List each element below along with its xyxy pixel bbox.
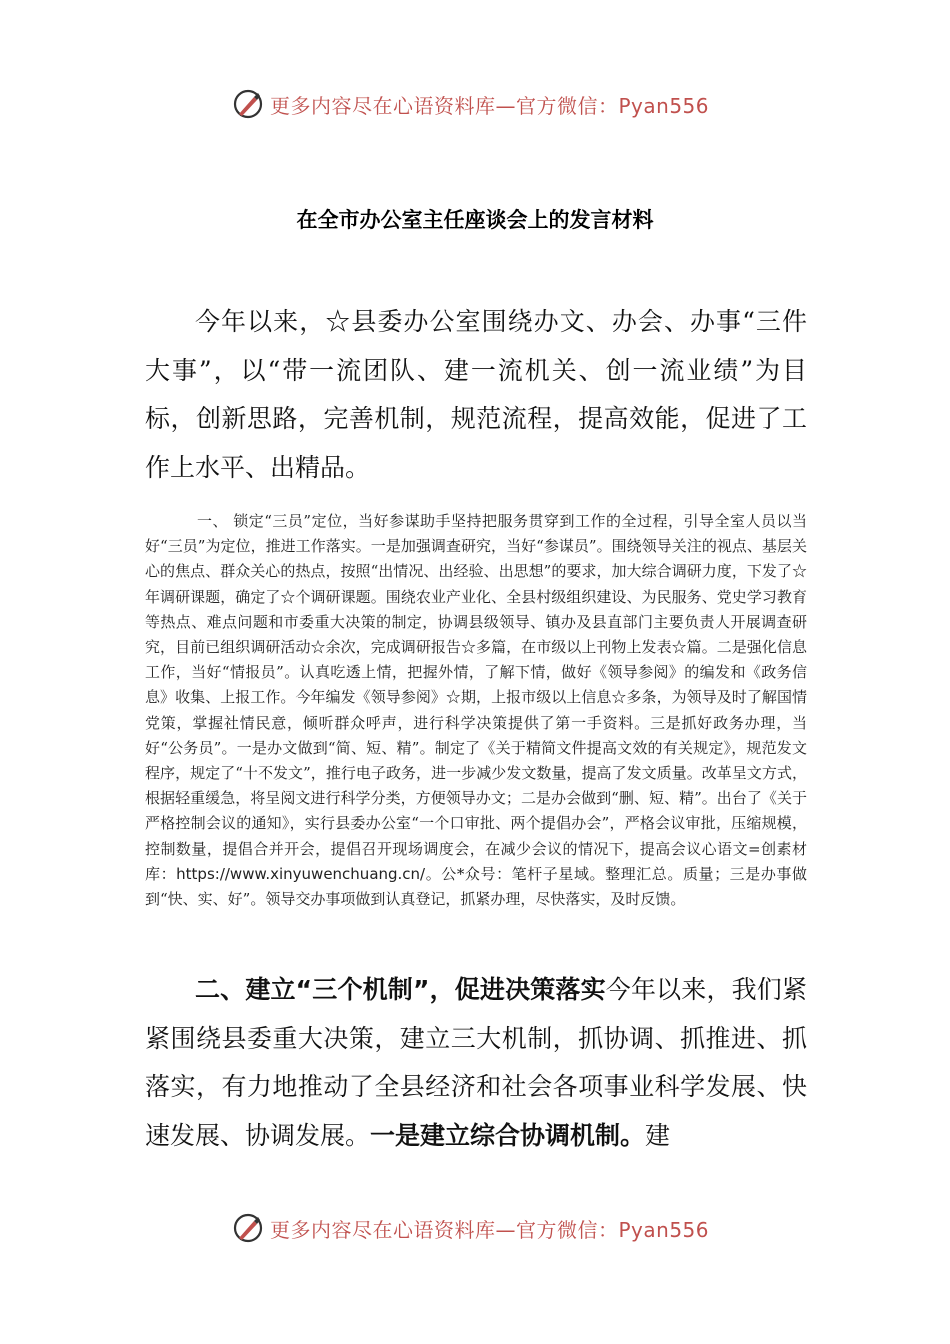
section-1-text-part1: 一、 锁定“三员”定位，当好参谋助手坚持把服务贯穿到工作的全过程，引导全室人员以当好“三员”为定位，推进工作落实。一是加强调查研究，当好“参谋员”。围绕领导关注的视点、基层关心的焦点、群众关心的热点，按照“出情况、出经验、出思想”的要求，加大综合调研力度，下发了☆年调研课题，确定了☆个调研课题。围绕农业产业化、全县村级组织建设、为民服务、党史学习教育等热点、难点问题和市委重大决策的制定，协调县级领导、镇办及县直部门主要负责人开展调查研究，目前已组织调研活动☆余次，完成调研报告☆多篇，在市级以上刊物上发表☆篇。二是强化信息工作，当好“情报员”。认真吃透上情，把握外情，了解下情，做好《领导参阅》的编发和《政务信息》收集、上报工作。今年编发《领导参阅》☆期，上报市级以上信息☆多条，为领导及时了解国情党策，掌握社情民意，倾听群众呼声，进行科学决策提供了第一手资料。三是抓好政务办理，当好“公务员”。一是办文做到“简、短、精”。制定了《关于精简文件提高文效的有关规定》，规范发文程序，规定了“十不发文”，推行电子政务，进一步减少发文数量，提高了发文质量。改革呈文方式，根据轻重缓急，将呈阅文进行科学分类，方便领导办文；二是办会做到“删、短、精”。出台了《关于严格控制会议的通知》，实行县委办公室“一个口审批、两个提倡办会”，严格会议审批，压缩规模，控制数量，提倡合并开会，提倡召开现场调度会，在减少会议的情况下，提高会议心语文=创素材库：	[145, 512, 807, 883]
document-title: 在全市办公室主任座谈会上的发言材料	[296, 208, 654, 232]
header-banner	[232, 84, 709, 124]
footer-banner	[232, 1208, 709, 1248]
banner-text: 更多内容尽在心语资料库—官方微信：Pyan556	[270, 1217, 710, 1242]
pen-logo-icon	[232, 88, 264, 120]
section-1-paragraph	[145, 509, 807, 912]
section-1-url: https://www.xinyuwenchuang.cn/	[176, 864, 426, 883]
section-2-text: 今年以来，我们紧紧围绕县委重大决策，建立三大机制，抓协调、抓推进、抓落实，有力地推动了全县经济和社会各项事业科学发展、快速发展、协调发展。	[145, 975, 807, 1150]
section-2-heading: 二、建立“三个机制”，促进决策落实	[195, 975, 606, 1004]
banner-text: 更多内容尽在心语资料库—官方微信：Pyan556	[270, 93, 710, 118]
section-2-text-tail: 建	[645, 1120, 671, 1150]
section-2-paragraph	[145, 966, 807, 1160]
intro-paragraph: 今年以来，☆县委办公室围绕办文、办会、办事“三件大事”，以“带一流团队、建一流机关、创一流业绩”为目标，创新思路，完善机制，规范流程，提高效能，促进了工作上水平、出精品。	[145, 307, 807, 482]
section-2-subheading: 一是建立综合协调机制。	[370, 1120, 646, 1150]
section-1-text-part2: 。公*众号：笔杆子星域。整理汇总。质量；三是办事做到“快、实、好”。领导交办事项做到认真登记，抓紧办理，尽快落实，及时反馈。	[145, 864, 807, 909]
pen-logo-icon	[232, 1212, 264, 1244]
